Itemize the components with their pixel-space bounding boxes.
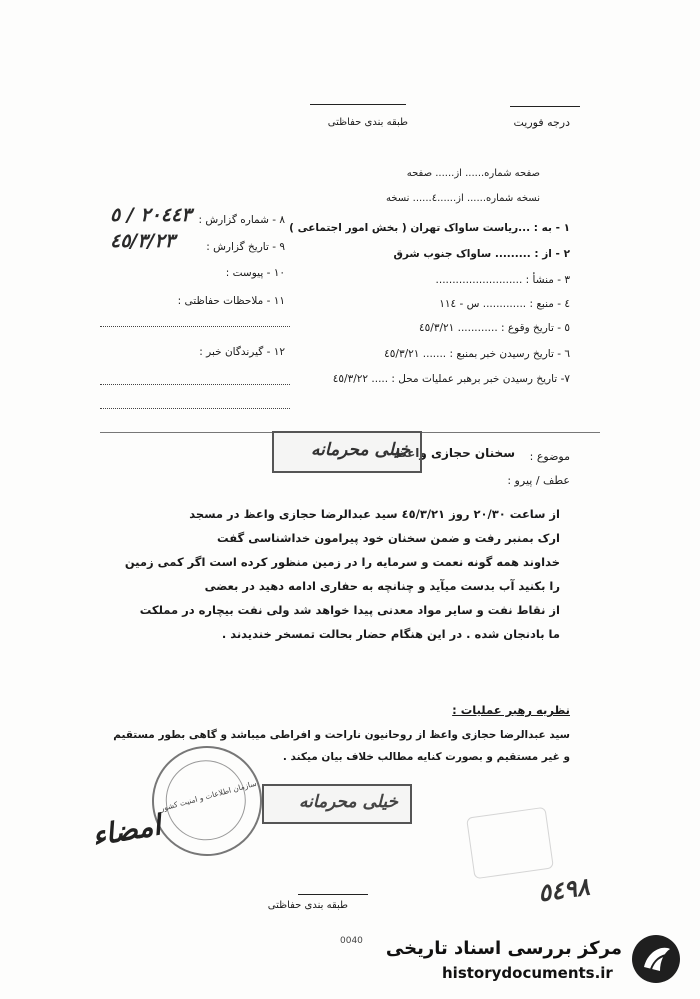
subject-label: موضوع : [529,450,570,463]
footer-brand-name: مرکز بررسی اسناد تاریخی [385,938,622,959]
body-line: از ساعت ٢٠/٣٠ روز ٤٥/٣/٢١ سید عبدالرضا حجازی واعظ در مسجد [189,507,560,521]
protection-notes-line [100,326,290,327]
corner-number: ٥٤٩٨ [536,872,592,908]
faint-stamp-mark [466,807,554,880]
reference-label: عطف / پیرو : [507,474,570,487]
body-line: ما بادنجان شده . در این هنگام حضار بحالت تمسخر خندیدند . [221,627,560,641]
bottom-classification-line [298,894,368,895]
recipients-line-1 [100,384,290,385]
page-number-row: صفحه شماره...... از...... صفحه [406,168,540,179]
field-event-date: ٥ - تاریخ وقوع : ............ ٤٥/٣/٢١ [419,322,570,334]
top-secret-stamp-text: خیلی محرمانه [311,440,410,460]
top-secret-stamp-2 [262,784,412,824]
page-code: 0040 [340,936,363,946]
bottom-classification-label: طبقه بندی حفاظتی [267,900,348,911]
copy-number-row: نسخه شماره...... از......٤...... نسخه [385,193,540,204]
body-line: خداوند همه گونه نعمت و سرمایه را در زمین منظور کرده است اگر کمی زمین [124,555,560,569]
footer-website[interactable]: historydocuments.ir [442,964,613,982]
report-body [100,502,560,646]
recipients-label: ١٢ - گیرندگان خبر : [199,346,285,358]
field-from: ٢ - از : ......... ساواک جنوب شرق [393,248,570,260]
body-line: ارک بمنبر رفت و ضمن سخنان خود پیرامون خداشناسی گفت [217,531,560,545]
classification-line [310,104,406,105]
classification-label: طبقه بندی حفاظتی [327,117,408,128]
body-line: از نقاط نفت و سایر مواد معدنی پیدا خواهد شد ولی نفت بیچاره در مملکت [139,603,560,617]
ops-opinion-line: و غیر مستقیم و بصورت کنایه مطالب خلاف بیان میکند . [282,751,570,763]
urgency-label: درجه فوریت [513,116,570,129]
report-number-label: ٨ - شماره گزارش : [198,214,285,226]
ops-opinion-label: نظریه رهبر عملیات : [452,703,570,717]
handwritten-signature: امضاء [89,808,164,853]
archive-logo-icon [630,933,682,985]
field-ops-received-date: ٧- تاریخ رسیدن خبر برهبر عملیات محل : ..... ٤٥/٣/٢٢ [332,373,570,385]
top-secret-stamp-2-text: خیلی محرمانه [299,792,398,812]
attachment-label: ١٠ - پیوست : [225,267,285,279]
field-source-received-date: ٦ - تاریخ رسیدن خبر بمنبع : ....... ٤٥/٣/٢١ [384,348,570,360]
protection-notes-label: ١١ - ملاحظات حفاظتی : [177,295,285,307]
report-date-value: ٤٥/٣/٢٣ [110,230,175,252]
field-origin: ٣ - منشأ : .......................... [435,274,570,286]
recipients-line-2 [100,408,290,409]
body-line: را بکنید آب بدست میآید و چنانچه به حفاری ادامه دهید در بعضی [204,579,560,593]
urgency-line [510,106,580,107]
ops-opinion-line: سید عبدالرضا حجازی واعظ از روحانیون ناراحت و افراطی میباشد و گاهی بطور مستقیم [113,729,570,741]
field-source: ٤ - منبع : ............. س - ١١٤ [439,298,570,310]
top-secret-stamp [272,431,422,473]
field-to: ١ - به : ...ریاست ساواک تهران ( بخش امور اجتماعی ) [289,222,570,234]
subject-value: سخنان حجازی واعظ [394,446,515,460]
report-date-label: ٩ - تاریخ گزارش : [206,241,285,253]
seal-text: سازمان اطلاعات و امنیت کشور [159,778,258,814]
report-number-value: ٢٠٤٤٣ / ٥ [110,204,192,226]
